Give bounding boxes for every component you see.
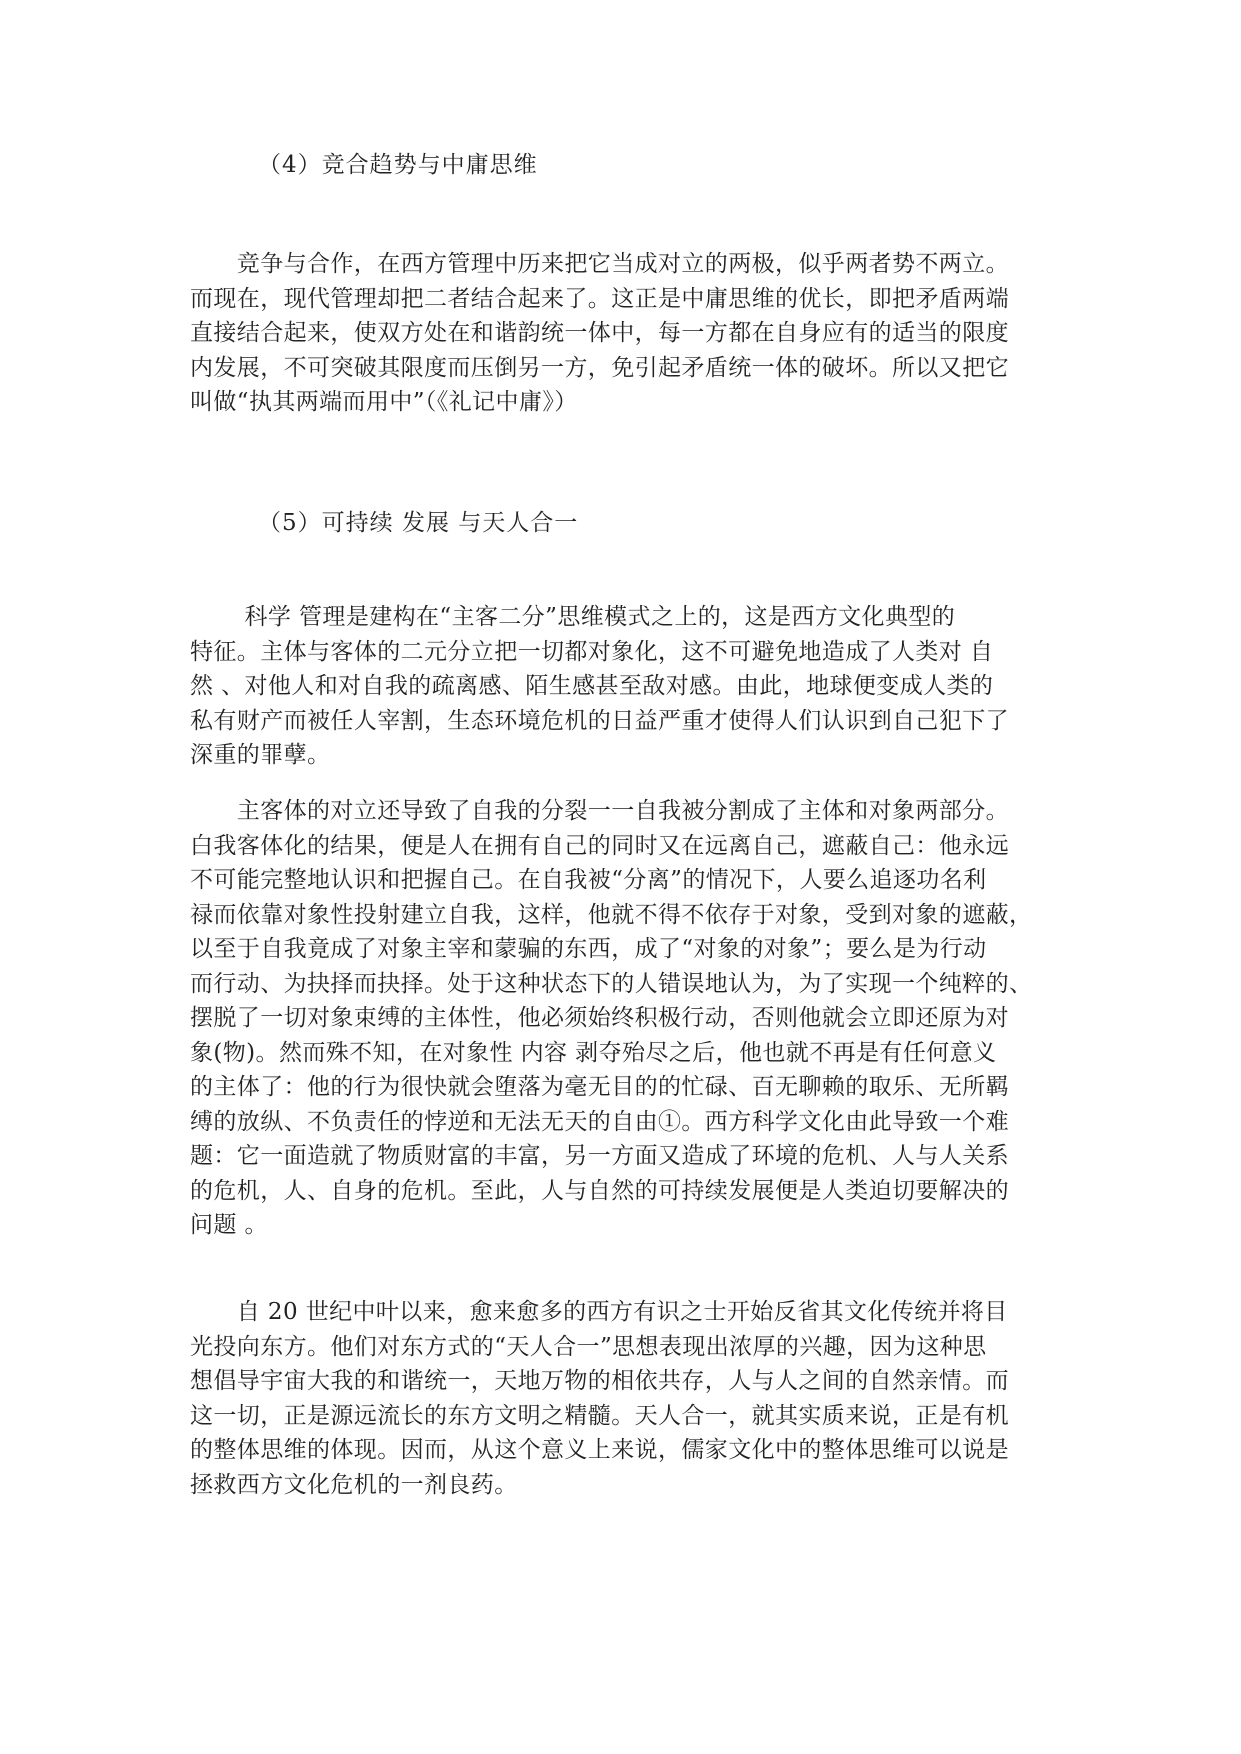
text-line: 摆脱了一切对象束缚的主体性，他必须始终积极行动，否则他就会立即还原为对: [190, 1005, 1009, 1031]
text-line: 白我客体化的结果，便是人在拥有自己的同时又在远离自己，遮蔽自己：他永远: [190, 832, 1009, 859]
text-line: 然 、对他人和对自我的疏离感、陌生感甚至敌对感。由此，地球便变成人类的: [190, 673, 994, 699]
text-line: 禄而依靠对象性投射建立自我，这样，他就不得不依存于对象，受到对象的遮蔽，: [190, 901, 1033, 928]
text-line: 叫做“执其两端而用中”（《礼记中庸》）: [190, 389, 578, 415]
text-line: 主客体的对立还导致了自我的分裂一一自我被分割成了主体和对象两部分。: [190, 798, 1009, 824]
text-line: 深重的罪孽。: [190, 742, 331, 768]
text-line: 题：它一面造就了物质财富的丰富，另一方面又造成了环境的危机、人与人关系: [190, 1143, 1009, 1169]
text-line: 自 20 世纪中叶以来，愈来愈多的西方有识之士开始反省其文化传统并将目: [190, 1299, 1008, 1325]
text-line: 而现在，现代管理却把二者结合起来了。这正是中庸思维的优长，即把矛盾两端: [190, 285, 1009, 312]
text-line: 的整体思维的体现。因而，从这个意义上来说，儒家文化中的整体思维可以说是: [190, 1437, 1009, 1463]
paragraph-competition-cooperation: [190, 247, 1070, 420]
text-line: 光投向东方。他们对东方式的“天人合一”思想表现出浓厚的兴趣，因为这种思: [190, 1333, 987, 1360]
text-line: 内发展，不可突破其限度而压倒另一方，免引起矛盾统一体的破坏。所以又把它: [190, 354, 1009, 381]
text-line: 科学 管理是建构在“主客二分”思维模式之上的，这是西方文化典型的: [190, 604, 956, 630]
text-line: 私有财产而被任人宰割，生态环境危机的日益严重才使得人们认识到自己犯下了: [190, 707, 1009, 734]
paragraph-self-division: [190, 794, 1070, 1243]
text-line: 问题 。: [190, 1212, 268, 1238]
text-line: 而行动、为抉择而抉择。处于这种状态下的人错误地认为，为了实现一个纯粹的、: [190, 970, 1033, 997]
paragraph-unity-heaven-man: [190, 1295, 1070, 1502]
text-line: 想倡导宇宙大我的和谐统一，天地万物的相依共存，人与人之间的自然亲情。而: [190, 1368, 1009, 1394]
text-line: 象(物)。然而殊不知，在对象性 内容 剥夺殆尽之后，他也就不再是有任何意义: [190, 1039, 997, 1066]
text-line: 不可能完整地认识和把握自己。在自我被“分离”的情况下，人要么追逐功名利: [190, 867, 987, 893]
text-line: 拯救西方文化危机的一剂良药。: [190, 1471, 518, 1498]
text-line: 直接结合起来，使双方处在和谐韵统一体中，每一方都在自身应有的适当的限度: [190, 320, 1009, 346]
text-line: 竞争与合作，在西方管理中历来把它当成对立的两极，似乎两者势不两立。: [190, 251, 1009, 277]
text-line: 的危机，人、自身的危机。至此，人与自然的可持续发展便是人类迫切要解决的: [190, 1177, 1009, 1204]
section-heading-4: （4）竞合趋势与中庸思维: [258, 152, 538, 178]
text-line: 特征。主体与客体的二元分立把一切都对象化，这不可避免地造成了人类对 自: [190, 638, 994, 665]
paragraph-subject-object-dualism: [190, 600, 1070, 773]
section-heading-5: （5）可持续 发展 与天人合一: [258, 510, 579, 536]
text-line: 缚的放纵、不负责任的悖逆和无法无天的自由①。西方科学文化由此导致一个难: [190, 1108, 1009, 1135]
text-line: 的主体了：他的行为很快就会堕落为毫无目的的忙碌、百无聊赖的取乐、无所羁: [190, 1074, 1009, 1100]
text-line: 这一切，正是源远流长的东方文明之精髓。天人合一，就其实质来说，正是有机: [190, 1402, 1009, 1429]
text-line: 以至于自我竟成了对象主宰和蒙骗的东西，成了“对象的对象”；要么是为行动: [190, 936, 987, 962]
